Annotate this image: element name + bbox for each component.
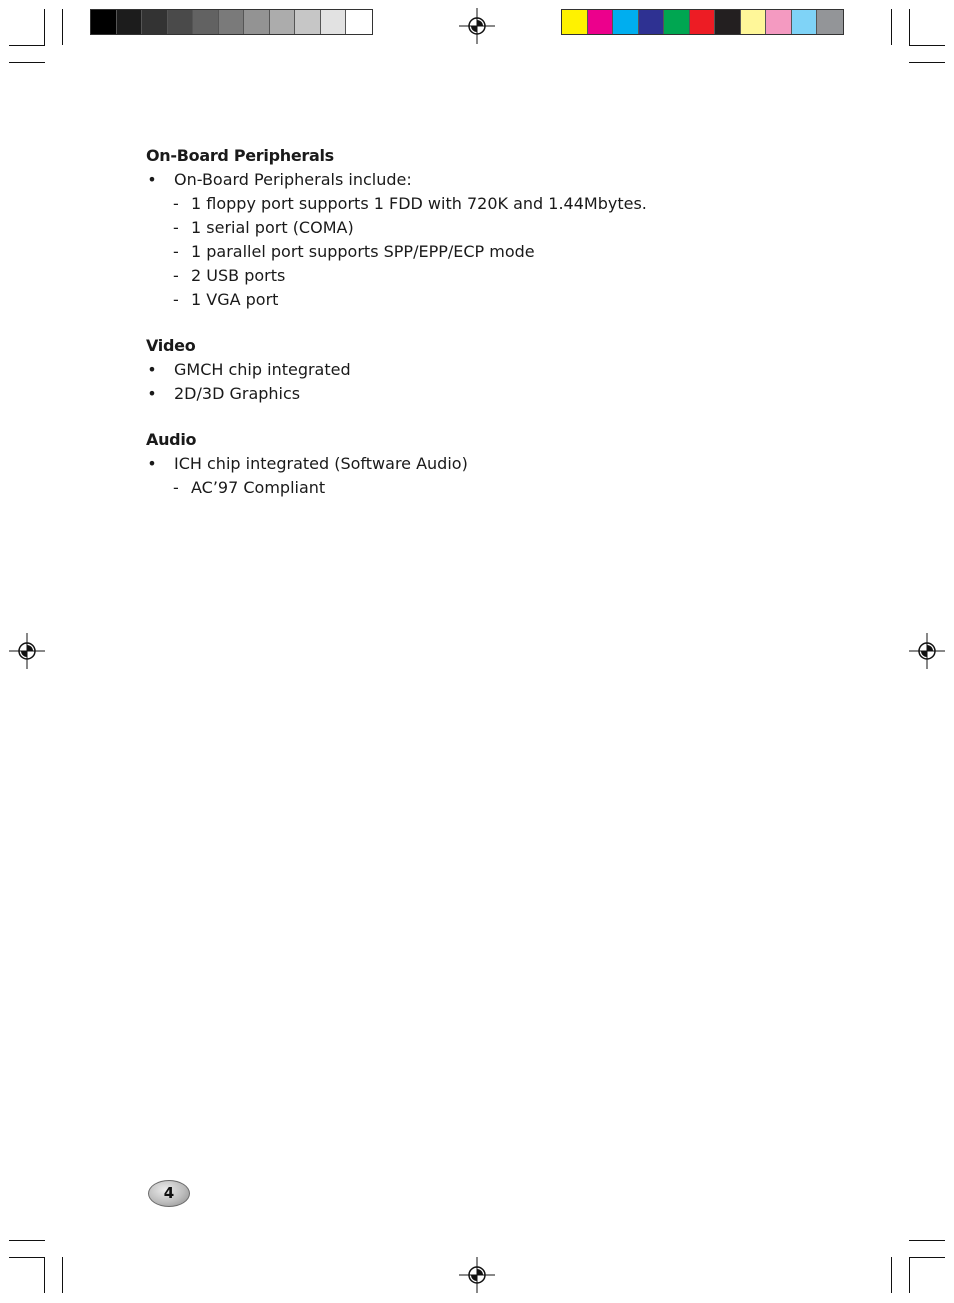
crop-mark [9,1257,45,1258]
color-swatch [664,10,690,34]
crop-mark [9,45,45,46]
grayscale-calibration-bar [90,9,373,35]
color-swatch [244,10,270,34]
color-swatch [562,10,588,34]
color-swatch [792,10,818,34]
crop-mark [44,9,45,45]
crosshair-target-icon [459,1257,495,1293]
color-swatch [817,10,843,34]
color-swatch [741,10,767,34]
sub-list-item [146,288,846,312]
list-item [146,168,846,192]
sub-list-item-text: 1 serial port (COMA) [191,218,354,237]
list-item-text: 2D/3D Graphics [174,384,301,403]
list-item-text: On-Board Peripherals include: [174,170,412,189]
color-swatch [766,10,792,34]
sub-list-item [146,476,846,500]
color-swatch [142,10,168,34]
color-swatch [168,10,194,34]
sub-list-item [146,216,846,240]
sub-list-item-text: 1 VGA port [191,290,279,309]
crop-mark [9,1240,45,1241]
color-swatch [346,10,372,34]
crop-mark [909,45,945,46]
dash-glyph: - [173,194,179,213]
crosshair-target-icon [9,633,45,669]
dash-glyph: - [173,478,179,497]
color-swatch [639,10,665,34]
crop-mark [909,1257,945,1258]
crop-mark [891,9,892,45]
section-heading-video: Video [146,336,196,355]
dash-glyph: - [173,242,179,261]
dash-glyph: - [173,218,179,237]
crosshair-target-icon [459,8,495,44]
sub-list-item-text: 2 USB ports [191,266,286,285]
color-swatch [613,10,639,34]
color-calibration-bar [561,9,844,35]
color-swatch [715,10,741,34]
crop-mark [909,62,945,63]
color-swatch [295,10,321,34]
page-number: 4 [148,1180,190,1207]
crop-mark [44,1257,45,1293]
crop-mark [909,1257,910,1293]
color-swatch [588,10,614,34]
dash-glyph: - [173,266,179,285]
dash-glyph: - [173,290,179,309]
sub-list-item [146,264,846,288]
crop-mark [909,1240,945,1241]
crosshair-target-icon [909,633,945,669]
color-swatch [321,10,347,34]
sub-list-item-text: 1 floppy port supports 1 FDD with 720K and 1.44Mbytes. [191,194,647,213]
bullet-glyph: • [147,360,157,379]
list-item-text: GMCH chip integrated [174,360,351,379]
color-swatch [117,10,143,34]
sub-list-item-text: AC’97 Compliant [191,478,326,497]
list-item [146,358,846,382]
color-swatch [193,10,219,34]
sub-list-item-text: 1 parallel port supports SPP/EPP/ECP mode [191,242,535,261]
section-heading-peripherals: On-Board Peripherals [146,146,334,165]
page-content [146,144,846,500]
section-heading-audio: Audio [146,430,197,449]
crop-mark [62,9,63,45]
bullet-glyph: • [147,384,157,403]
crop-mark [9,62,45,63]
sub-list-item [146,240,846,264]
color-swatch [91,10,117,34]
color-swatch [219,10,245,34]
list-item [146,382,846,406]
list-item [146,452,846,476]
color-swatch [690,10,716,34]
sub-list-item [146,192,846,216]
crop-mark [62,1257,63,1293]
list-item-text: ICH chip integrated (Software Audio) [174,454,468,473]
color-swatch [270,10,296,34]
bullet-glyph: • [147,454,157,473]
bullet-glyph: • [147,170,157,189]
crop-mark [891,1257,892,1293]
crop-mark [909,9,910,45]
